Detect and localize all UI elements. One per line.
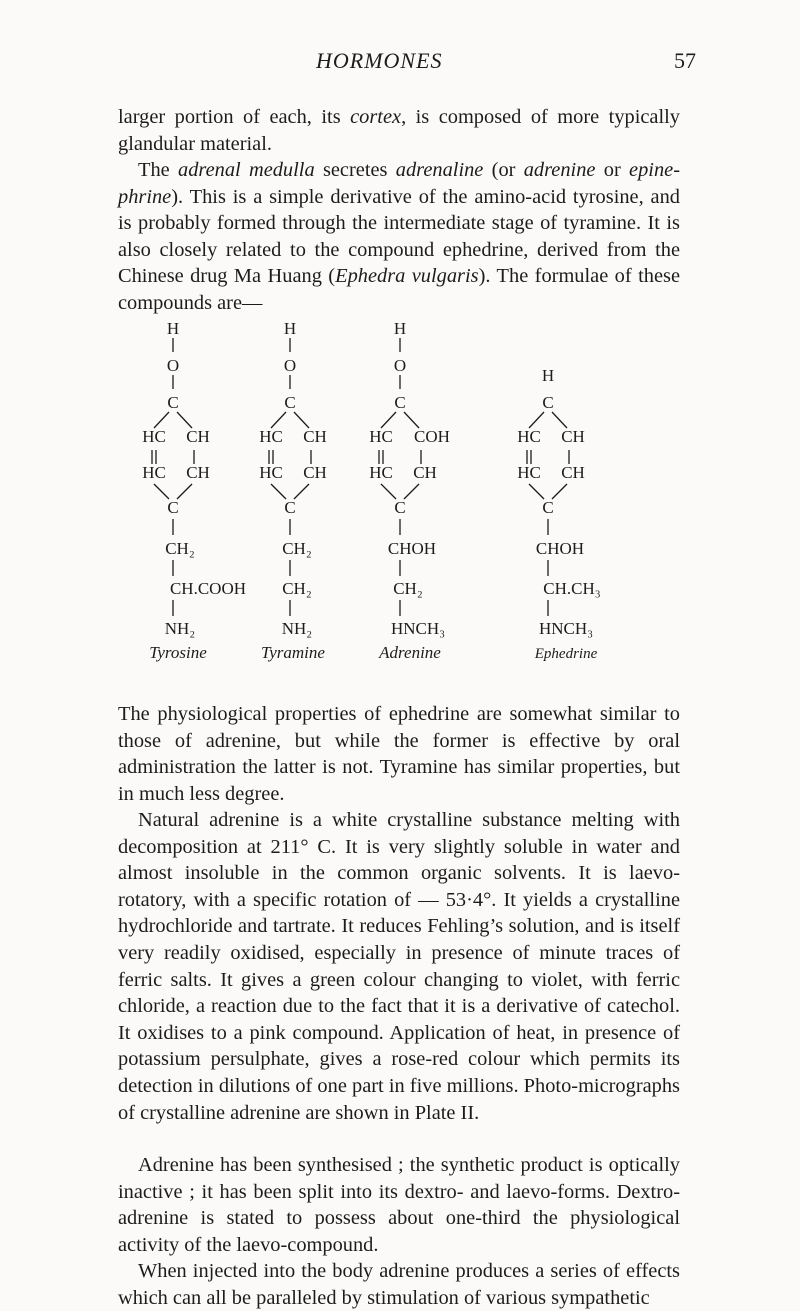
svg-text:CH: CH (413, 463, 437, 482)
running-head: HORMONES (316, 48, 443, 73)
formula-adrenine (369, 319, 450, 662)
caption-ephedrine: Ephedrine (534, 646, 598, 662)
svg-text:CH₂: CH₂ (282, 579, 312, 598)
svg-text:HC: HC (142, 427, 166, 446)
svg-text:HC: HC (142, 463, 166, 482)
synthesis-paragraph: Adrenine has been synthesised ; the synthetic product is optically inactive ; it has been split into its dextro- and laevo-forms. Dextro-adrenine is stated to possess about one-third the physiological activity of the laevo-compound. (118, 1154, 680, 1256)
svg-text:H: H (393, 319, 407, 338)
svg-text:HNCH₃: HNCH₃ (390, 619, 446, 638)
svg-text:HNCH₃: HNCH₃ (538, 619, 594, 638)
svg-text:HC: HC (369, 463, 393, 482)
svg-text:CH: CH (561, 427, 585, 446)
intro-paragraph: larger portion of each, its cortex, is composed of more typically glandular material. (118, 106, 680, 155)
epinephrine-term: epine-phrine (118, 159, 680, 208)
caption-tyrosine: Tyrosine (149, 643, 207, 662)
svg-text:COH: COH (414, 427, 450, 446)
svg-text:H: H (283, 319, 297, 338)
svg-text:HC: HC (369, 427, 393, 446)
cortex-term: cortex (350, 106, 402, 128)
caption-adrenine: Adrenine (379, 643, 441, 662)
svg-text:CHOH: CHOH (387, 539, 437, 558)
svg-text:O: O (166, 356, 180, 375)
formula-ephedrine (517, 366, 601, 662)
svg-text:H: H (541, 366, 555, 385)
svg-text:CH: CH (303, 427, 327, 446)
ephedrine-properties-paragraph: The physiological properties of ephedrine are somewhat similar to those of adrenine, but while the former is effective by oral administration the latter is not. Tyramine has similar properties, but in much less degree. (118, 703, 680, 805)
svg-text:C: C (394, 498, 406, 517)
svg-text:CH₂: CH₂ (393, 579, 423, 598)
adrenine-term: adrenine (523, 159, 596, 181)
structural-formulae (118, 316, 680, 726)
svg-text:C: C (542, 393, 554, 412)
svg-text:NH₂: NH₂ (281, 619, 313, 638)
svg-text:O: O (393, 356, 407, 375)
svg-text:C: C (542, 498, 554, 517)
svg-text:CH₂: CH₂ (282, 539, 312, 558)
caption-tyramine: Tyramine (261, 643, 325, 662)
svg-text:HC: HC (259, 427, 283, 446)
atom: H (166, 319, 180, 338)
medulla-paragraph: The adrenal medulla secretes adrenaline (or adrenine or epine-phrine). This is a simple derivative of the amino-acid tyrosine, and is probably formed through the intermediate stage of tyramine. It is also closely related to the compound ephedrine, derived from the Chinese drug Ma Huang (Ephedra vulgaris). The formulae of these compounds are— (118, 159, 680, 314)
svg-text:CH: CH (186, 463, 210, 482)
svg-text:CH.COOH: CH.COOH (169, 579, 247, 598)
injection-paragraph: When injected into the body adrenine produces a series of effects which can all be paralleled by stimulation of various sympathetic (118, 1260, 680, 1309)
svg-text:CHOH: CHOH (535, 539, 585, 558)
adrenaline-term: adrenaline (395, 159, 484, 181)
ephedra-term: Ephedra vulgaris (335, 265, 479, 288)
svg-text:HC: HC (517, 427, 541, 446)
svg-text:HC: HC (517, 463, 541, 482)
adrenal-medulla-term: adrenal medulla (178, 159, 315, 181)
svg-text:CH₂: CH₂ (165, 539, 195, 558)
svg-text:HC: HC (259, 463, 283, 482)
svg-text:C: C (394, 393, 406, 412)
formula-tyrosine (142, 319, 246, 662)
svg-text:CH: CH (561, 463, 585, 482)
page-number: 57 (674, 48, 696, 73)
page-header (0, 48, 800, 80)
svg-text:C: C (167, 393, 179, 412)
svg-text:CH: CH (303, 463, 327, 482)
svg-text:C: C (167, 498, 179, 517)
svg-text:NH₂: NH₂ (164, 619, 196, 638)
svg-text:O: O (283, 356, 297, 375)
svg-text:CH: CH (186, 427, 210, 446)
svg-text:C: C (284, 498, 296, 517)
formula-tyramine (259, 319, 327, 662)
svg-text:CH.CH₃: CH.CH₃ (543, 579, 601, 598)
svg-text:C: C (284, 393, 296, 412)
adrenine-properties-paragraph: Natural adrenine is a white crystalline substance melting with decomposition at 211° C. It is very slightly soluble in water and almost insoluble in the common organic solvents. It is laevo-rotatory, with a specific rotation of — 53·4°. It yields a crystalline hydrochloride and tartrate. It reduces Fehling’s solution, and is itself very readily oxidised, especially in presence of minute traces of ferric salts. It gives a green colour changing to violet, with ferric chloride, a reaction due to the fact that it is a derivative of catechol. It oxidises to a pink compound. Application of heat, in presence of potassium persulphate, gives a rose-red colour which permits its detection in dilutions of one part in five millions. Photo-micrographs of crystalline adrenine are shown in Plate II. (118, 809, 680, 1124)
